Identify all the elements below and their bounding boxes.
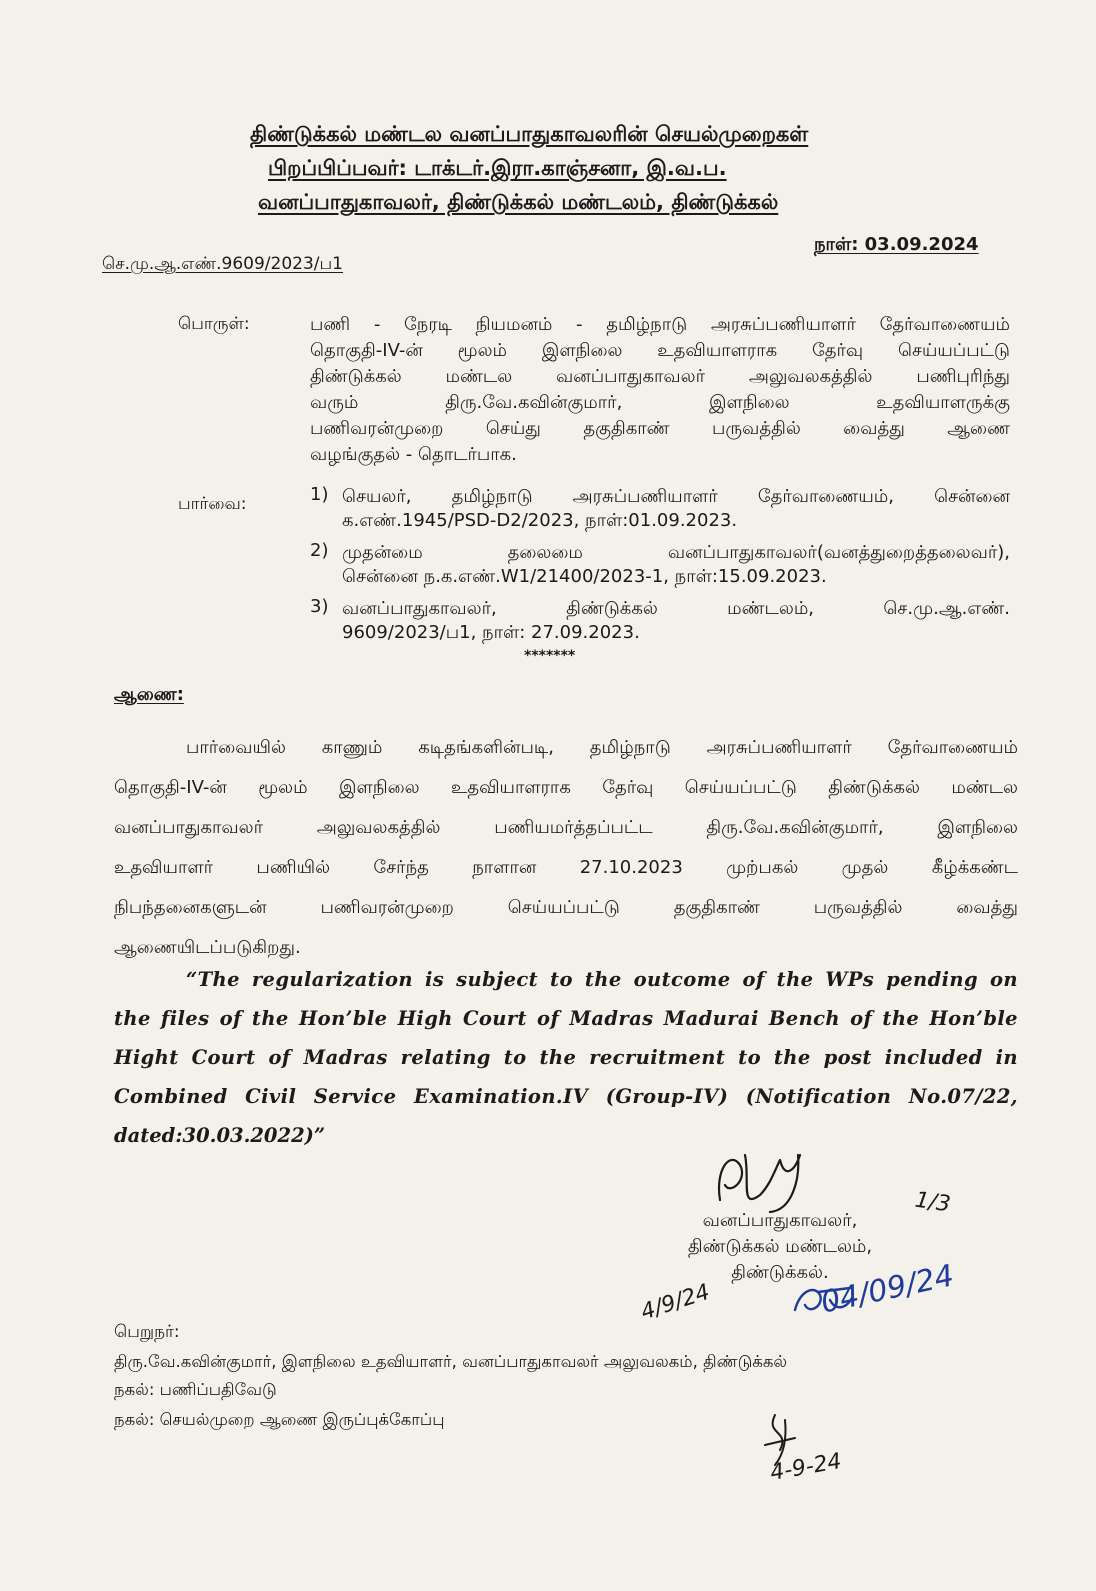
- reference-line-2: க.எண்.1945/PSD-D2/2023, நாள்:01.09.2023.: [342, 510, 738, 531]
- copy-line-1: நகல்: பணிப்பதிவேடு: [114, 1380, 277, 1399]
- references-label: பார்வை:: [178, 494, 247, 514]
- order-line: வனப்பாதுகாவலர் அலுவலகத்தில் பணியமர்த்தப்பட்ட திரு.வே.கவின்குமார், இளநிலை: [114, 817, 1018, 838]
- subject-text: [310, 312, 1010, 468]
- order-paragraph: [114, 728, 1018, 968]
- english-line: the files of the Hon’ble High Court of Madras Madurai Bench of the Hon’ble: [114, 1007, 1018, 1030]
- subject-label: பொருள்:: [178, 314, 250, 334]
- handwritten-date-bottom: 4-9-24: [768, 1448, 844, 1487]
- reference-item: [310, 540, 1010, 596]
- reference-line-2: 9609/2023/ப1, நாள்: 27.09.2023.: [342, 622, 640, 643]
- english-line: Combined Civil Service Examination.IV (Group-IV) (Notification No.07/22,: [114, 1085, 1018, 1108]
- signatory-place: திண்டுக்கல்.: [731, 1262, 829, 1283]
- reference-line-1: வனப்பாதுகாவலர், திண்டுக்கல் மண்டலம், செ.மு.ஆ.எண்.: [342, 598, 1010, 619]
- english-note: [114, 960, 1018, 1155]
- english-line-last: dated:30.03.2022)”: [114, 1124, 326, 1147]
- header-line-2: பிறப்பிப்பவர்: டாக்டர்.இரா.காஞ்சனா, இ.வ.ப.: [268, 156, 727, 180]
- reference-item: [310, 596, 1010, 652]
- reference-item: [310, 484, 1010, 540]
- reference-line-2: சென்னை ந.க.எண்.W1/21400/2023-1, நாள்:15.09.2023.: [342, 566, 827, 587]
- recipient-line: திரு.வே.கவின்குமார், இளநிலை உதவியாளர், வனப்பாதுகாவலர் அலுவலகம், திண்டுக்கல்: [114, 1352, 788, 1371]
- subject-line: வரும் திரு.வே.கவின்குமார், இளநிலை உதவியாளருக்கு: [310, 392, 1010, 413]
- subject-line-last: வழங்குதல் - தொடர்பாக.: [310, 444, 517, 465]
- reference-line-1: செயலர், தமிழ்நாடு அரசுப்பணியாளர் தேர்வாணையம், சென்னை: [342, 486, 1010, 507]
- signatory-block: [660, 1208, 900, 1286]
- subject-line: பணிவரன்முறை செய்து தகுதிகாண் பருவத்தில் வைத்து ஆணை: [310, 418, 1010, 439]
- english-line: “The regularization is subject to the outcome of the WPs pending on: [186, 968, 1018, 991]
- blue-initials-image: [790, 1280, 860, 1320]
- header-line-3: வனப்பாதுகாவலர், திண்டுக்கல் மண்டலம், திண்டுக்கல்: [258, 190, 779, 214]
- subject-line: பணி - நேரடி நியமனம் - தமிழ்நாடு அரசுப்பணியாளர் தேர்வாணையம்: [310, 314, 1010, 335]
- references-list: [310, 484, 1010, 652]
- order-line: நிபந்தனைகளுடன் பணிவரன்முறை செய்யப்பட்டு தகுதிகாண் பருவத்தில் வைத்து: [114, 897, 1018, 918]
- reference-number-2: 2): [310, 540, 329, 561]
- header-line-1: திண்டுக்கல் மண்டல வனப்பாதுகாவலரின் செயல்முறைகள்: [250, 122, 809, 146]
- order-line: தொகுதி-IV-ன் மூலம் இளநிலை உதவியாளராக தேர்வு செய்யப்பட்டு திண்டுக்கல் மண்டல: [114, 777, 1018, 798]
- signatory-title: வனப்பாதுகாவலர்,: [702, 1210, 858, 1231]
- order-line: பார்வையில் காணும் கடிதங்களின்படி, தமிழ்நாடு அரசுப்பணியாளர் தேர்வாணையம்: [186, 737, 1018, 758]
- order-line: உதவியாளர் பணியில் சேர்ந்த நாளான 27.10.2023 முற்பகல் முதல் கீழ்க்கண்ட: [114, 857, 1018, 878]
- english-line: Hight Court of Madras relating to the recruitment to the post included in: [114, 1046, 1018, 1069]
- handwritten-date-left: 4/9/24: [637, 1279, 713, 1326]
- handwritten-page-mark: 1/3: [913, 1187, 952, 1218]
- order-line-last: ஆணையிடப்படுகிறது.: [114, 937, 301, 958]
- reference-line-1: முதன்மை தலைமை வனப்பாதுகாவலர்(வனத்துறைத்தலைவர்),: [342, 542, 1010, 563]
- handwritten-date-right: 04/09/24: [817, 1258, 957, 1321]
- reference-number-3: 3): [310, 596, 329, 617]
- subject-line: தொகுதி-IV-ன் மூலம் இளநிலை உதவியாளராக தேர்வு செய்யப்பட்டு: [310, 340, 1010, 361]
- reference-number: செ.மு.ஆ.எண்.9609/2023/ப1: [102, 254, 343, 274]
- order-heading: ஆணை:: [114, 684, 184, 705]
- subject-line: திண்டுக்கல் மண்டல வனப்பாதுகாவலர் அலுவலகத்தில் பணிபுரிந்து: [310, 366, 1010, 387]
- reference-number-1: 1): [310, 484, 329, 505]
- signatory-circle: திண்டுக்கல் மண்டலம்,: [687, 1236, 873, 1257]
- document-date: நாள்: 03.09.2024: [814, 234, 979, 255]
- recipient-label: பெறுநர்:: [114, 1322, 180, 1342]
- separator-stars: *******: [524, 648, 576, 664]
- copy-line-2: நகல்: செயல்முறை ஆணை இருப்புக்கோப்பு: [114, 1410, 445, 1429]
